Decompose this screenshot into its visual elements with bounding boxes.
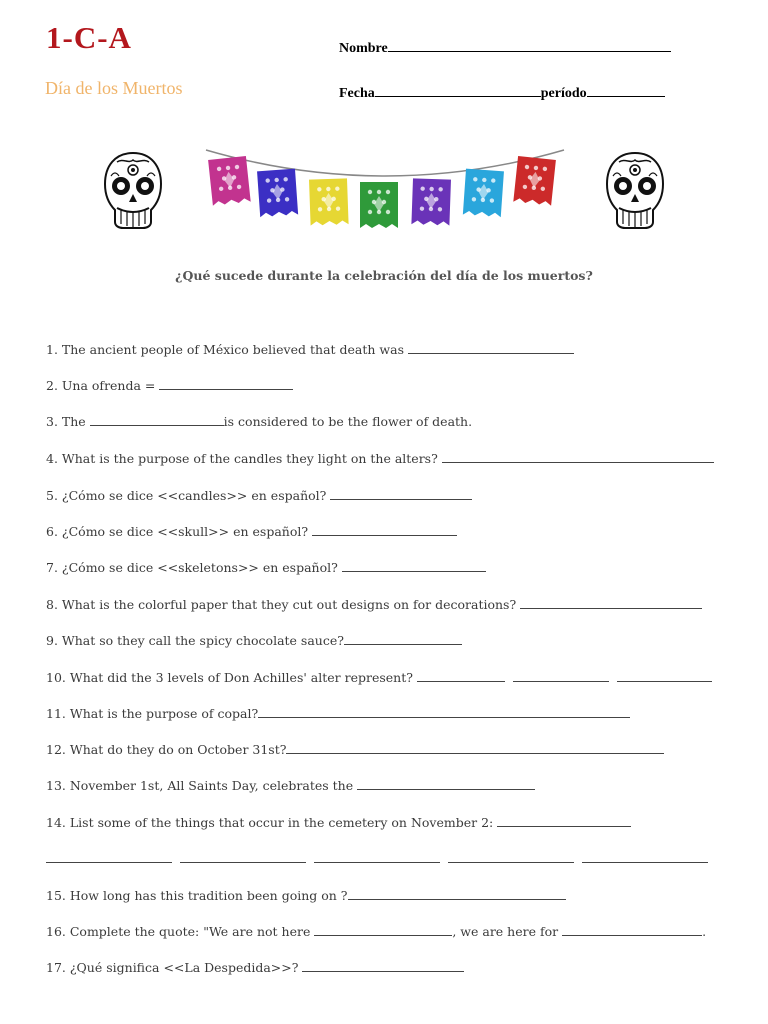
date-blank[interactable] bbox=[375, 82, 541, 97]
papel-picado-flag bbox=[309, 178, 349, 225]
class-code-title: 1-C-A bbox=[46, 20, 132, 55]
answer-blank[interactable] bbox=[342, 559, 486, 572]
question-17: 17. ¿Qué significa <<La Despedida>>? bbox=[46, 959, 464, 975]
question-13: 13. November 1st, All Saints Day, celebrates the bbox=[46, 777, 535, 793]
answer-blank[interactable] bbox=[330, 487, 472, 500]
answer-blank[interactable] bbox=[314, 850, 440, 863]
date-field bbox=[339, 82, 665, 102]
answer-blank[interactable] bbox=[348, 887, 566, 900]
question-15: 15. How long has this tradition been going on ? bbox=[46, 887, 566, 903]
answer-blank[interactable] bbox=[286, 741, 664, 754]
answer-blank[interactable] bbox=[314, 923, 452, 936]
answer-blank[interactable] bbox=[520, 596, 702, 609]
answer-blank[interactable] bbox=[344, 632, 462, 645]
name-field bbox=[339, 37, 671, 57]
question-16: 16. Complete the quote: "We are not here , we are here for . bbox=[46, 924, 707, 939]
answer-blank[interactable] bbox=[180, 850, 306, 863]
question-10: 10. What did the 3 levels of Don Achilles' alter represent? bbox=[46, 669, 712, 685]
question-1: 1. The ancient people of México believed that death was bbox=[46, 341, 574, 357]
papel-picado-flag bbox=[208, 156, 251, 206]
main-question: ¿Qué sucede durante la celebración del día de los muertos? bbox=[175, 268, 593, 283]
answer-blank[interactable] bbox=[417, 669, 505, 682]
worksheet-subtitle: Día de los Muertos bbox=[45, 78, 183, 98]
answer-blank[interactable] bbox=[408, 341, 574, 354]
answer-blank[interactable] bbox=[90, 413, 224, 426]
question-2: 2. Una ofrenda = bbox=[46, 377, 293, 393]
name-blank[interactable] bbox=[388, 37, 671, 52]
answer-blank[interactable] bbox=[312, 523, 457, 536]
period-blank[interactable] bbox=[587, 82, 665, 97]
papel-picado-flag bbox=[463, 169, 504, 218]
answer-blank[interactable] bbox=[617, 669, 712, 682]
question-5: 5. ¿Cómo se dice <<candles>> en español? bbox=[46, 487, 472, 503]
papel-picado-flag bbox=[360, 182, 398, 228]
answer-blank[interactable] bbox=[562, 923, 702, 936]
papel-picado-flag bbox=[257, 169, 298, 218]
papel-picado-banner bbox=[200, 140, 570, 240]
answer-blank[interactable] bbox=[448, 850, 574, 863]
answer-blank[interactable] bbox=[159, 377, 293, 390]
period-label: período bbox=[540, 86, 587, 101]
question-7: 7. ¿Cómo se dice <<skeletons>> en español? bbox=[46, 559, 486, 575]
question-4: 4. What is the purpose of the candles they light on the alters? bbox=[46, 450, 714, 466]
question-6: 6. ¿Cómo se dice <<skull>> en español? bbox=[46, 523, 457, 539]
question-14-extra-blanks bbox=[46, 850, 708, 866]
answer-blank[interactable] bbox=[513, 669, 609, 682]
name-label: Nombre bbox=[339, 41, 388, 56]
papel-picado-flag bbox=[513, 156, 556, 206]
papel-picado-flag bbox=[411, 178, 451, 225]
date-label: Fecha bbox=[339, 86, 375, 101]
question-12: 12. What do they do on October 31st? bbox=[46, 741, 664, 757]
question-8: 8. What is the colorful paper that they cut out designs on for decorations? bbox=[46, 596, 702, 612]
question-11: 11. What is the purpose of copal? bbox=[46, 705, 630, 721]
sugar-skull-icon bbox=[103, 150, 163, 242]
answer-blank[interactable] bbox=[357, 777, 535, 790]
answer-blank[interactable] bbox=[46, 850, 172, 863]
sugar-skull-icon bbox=[605, 150, 665, 242]
question-9: 9. What so they call the spicy chocolate sauce? bbox=[46, 632, 462, 648]
answer-blank[interactable] bbox=[442, 450, 714, 463]
question-14: 14. List some of the things that occur in the cemetery on November 2: bbox=[46, 814, 631, 830]
answer-blank[interactable] bbox=[302, 959, 464, 972]
question-3: 3. The is considered to be the flower of death. bbox=[46, 414, 473, 429]
answer-blank[interactable] bbox=[582, 850, 708, 863]
answer-blank[interactable] bbox=[258, 705, 630, 718]
answer-blank[interactable] bbox=[497, 814, 631, 827]
